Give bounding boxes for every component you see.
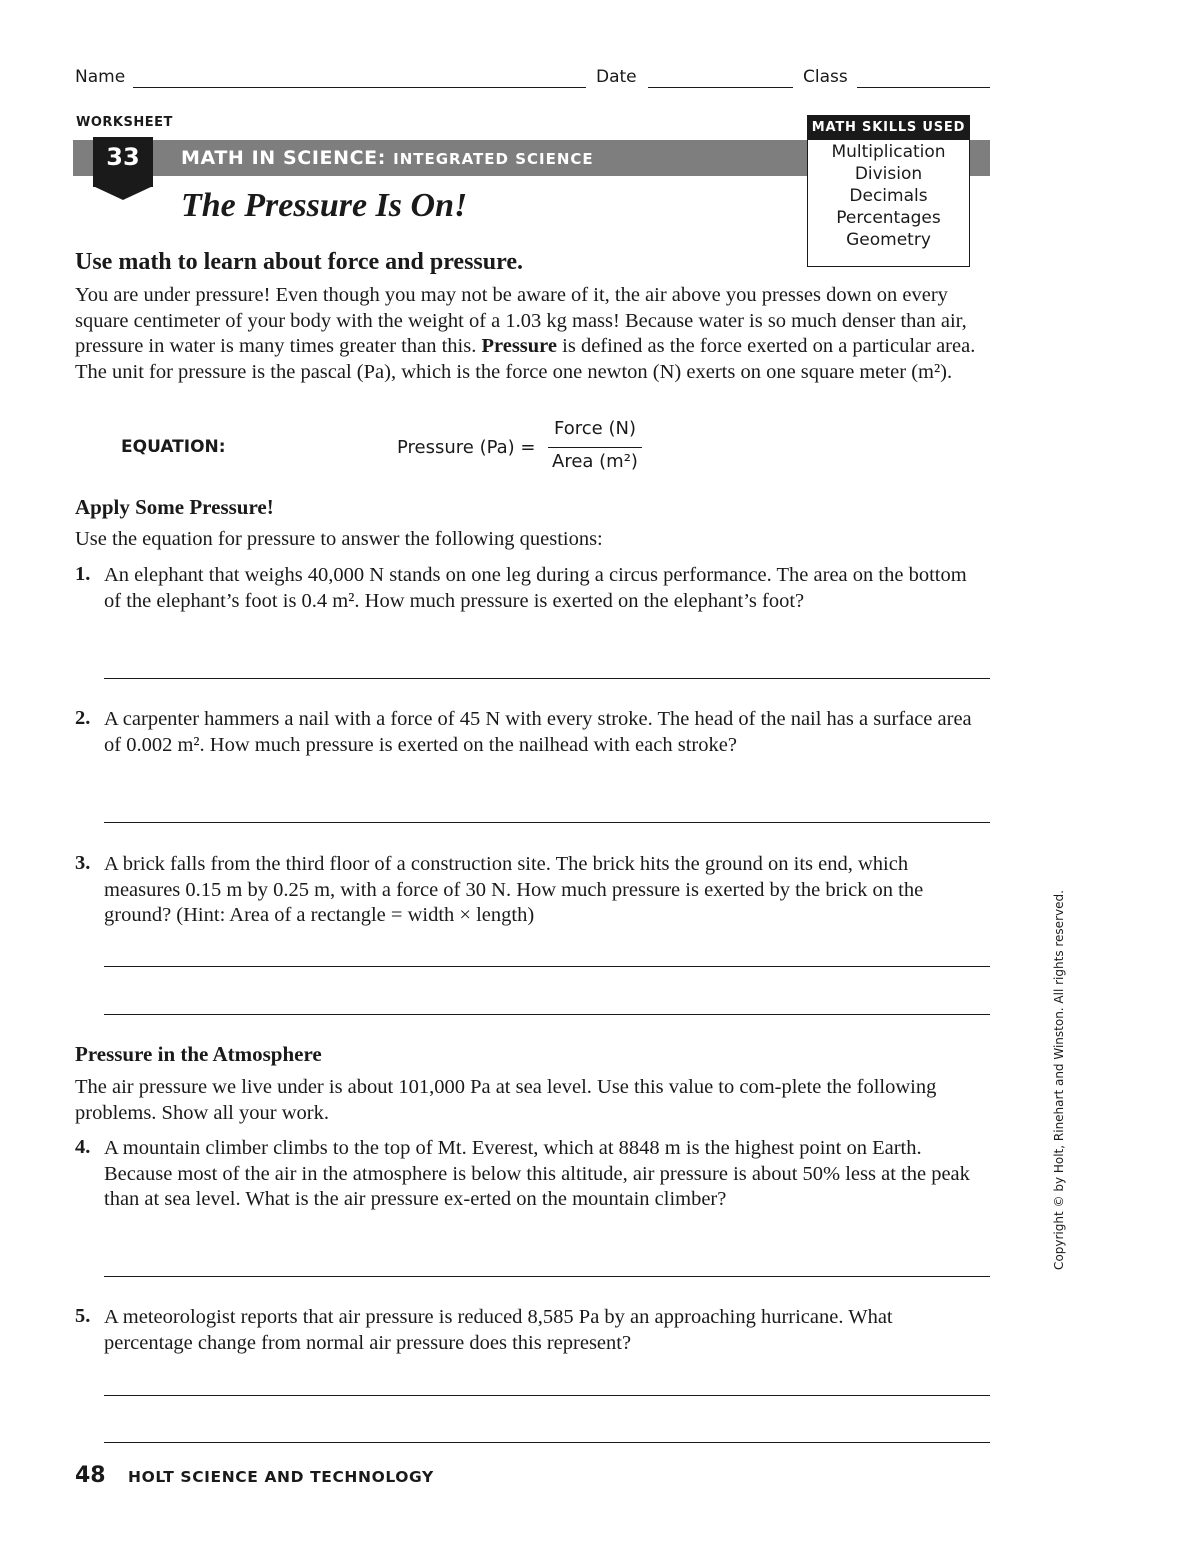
equation-denominator: Area (m²) (552, 451, 638, 472)
question-text: A mountain climber climbs to the top of Mt. Everest, which at 8848 m is the highest point on Earth. Because most of the air in the atmosphere is below this altitude, air pressure is about 50% less at the peak than at sea level. What is the air pressure ex-erted on the mountain climber? (104, 1137, 970, 1210)
answer-line[interactable] (104, 1014, 990, 1015)
math-skills-box (807, 115, 970, 267)
band-title-main: MATH IN SCIENCE: (181, 147, 386, 169)
section-heading: Apply Some Pressure! (75, 495, 274, 519)
question-number: 2. (75, 707, 91, 729)
band-title-sub: INTEGRATED SCIENCE (393, 150, 594, 168)
name-label: Name (75, 67, 126, 87)
question-number: 3. (75, 852, 91, 874)
section-intro: Use the equation for pressure to answer the following questions: (75, 528, 603, 550)
answer-line[interactable] (104, 1276, 990, 1277)
question-number: 5. (75, 1305, 91, 1327)
intro-text-1: You are under pressure! Even though you may not be aware of it, the air above you presses down on every square centimeter of your body with the weight of a 1.03 kg mass! Because water is so much denser than air, pressure in water is many times greater than this. (75, 284, 967, 357)
skill-item: Percentages (836, 208, 941, 228)
equation-label: EQUATION: (121, 437, 226, 457)
skill-item: Division (854, 164, 923, 184)
publisher-name: HOLT SCIENCE AND TECHNOLOGY (128, 1468, 434, 1486)
question-text: A carpenter hammers a nail with a force of 45 N with every stroke. The head of the nail has a surface area of 0.002 m². How much pressure is exerted on the nailhead with each stroke? (104, 708, 972, 756)
date-label: Date (596, 67, 637, 87)
date-field-line[interactable] (648, 87, 793, 88)
question-number: 4. (75, 1136, 91, 1158)
page-number: 48 (75, 1463, 106, 1488)
math-skills-heading: MATH SKILLS USED (808, 116, 969, 140)
worksheet-number: 33 (106, 143, 140, 171)
equation-lhs: Pressure (Pa) = (397, 437, 536, 458)
worksheet-subtitle: Use math to learn about force and pressure. (75, 249, 523, 275)
question-text: An elephant that weighs 40,000 N stands on one leg during a circus performance. The area on the bottom of the elephant’s foot is 0.4 m². How much pressure is exerted on the elephant’s foot? (104, 564, 967, 612)
answer-line[interactable] (104, 678, 990, 679)
question-text: A meteorologist reports that air pressure is reduced 8,585 Pa by an approaching hurricane. What percentage change from normal air pressure does this represent? (104, 1306, 893, 1354)
answer-line[interactable] (104, 1395, 990, 1396)
name-field-line[interactable] (133, 87, 586, 88)
answer-line[interactable] (104, 966, 990, 967)
intro-bold-term: Pressure (481, 335, 558, 357)
section-intro: The air pressure we live under is about 101,000 Pa at sea level. Use this value to com-plete the following problems. Show all your work. (75, 1076, 937, 1124)
worksheet-label: WORKSHEET (76, 115, 173, 130)
section-heading: Pressure in the Atmosphere (75, 1042, 322, 1066)
answer-line[interactable] (104, 1442, 990, 1443)
class-label: Class (803, 67, 848, 87)
skill-item: Geometry (846, 230, 931, 250)
class-field-line[interactable] (857, 87, 990, 88)
skill-item: Multiplication (831, 142, 946, 162)
worksheet-title: The Pressure Is On! (181, 187, 468, 224)
answer-line[interactable] (104, 822, 990, 823)
skill-item: Decimals (849, 186, 928, 206)
band-title (181, 147, 594, 169)
question-number: 1. (75, 563, 91, 585)
fraction-bar (548, 447, 642, 448)
badge-pointer (93, 186, 153, 200)
question-text: A brick falls from the third floor of a construction site. The brick hits the ground on its end, which measures 0.15 m by 0.25 m, with a force of 30 N. How much pressure is exerted by the brick on the ground? (Hint: Area of a rectangle = width × length) (104, 853, 924, 926)
equation-numerator: Force (N) (554, 418, 636, 439)
intro-text-2: is defined as the force exerted on a particular area. The unit for pressure is the pascal (Pa), which is the force one newton (N) exerts on one square meter (m²). (75, 335, 976, 383)
intro-paragraph (75, 283, 980, 385)
copyright-notice: Copyright © by Holt, Rinehart and Winston. All rights reserved. (1052, 890, 1066, 1270)
